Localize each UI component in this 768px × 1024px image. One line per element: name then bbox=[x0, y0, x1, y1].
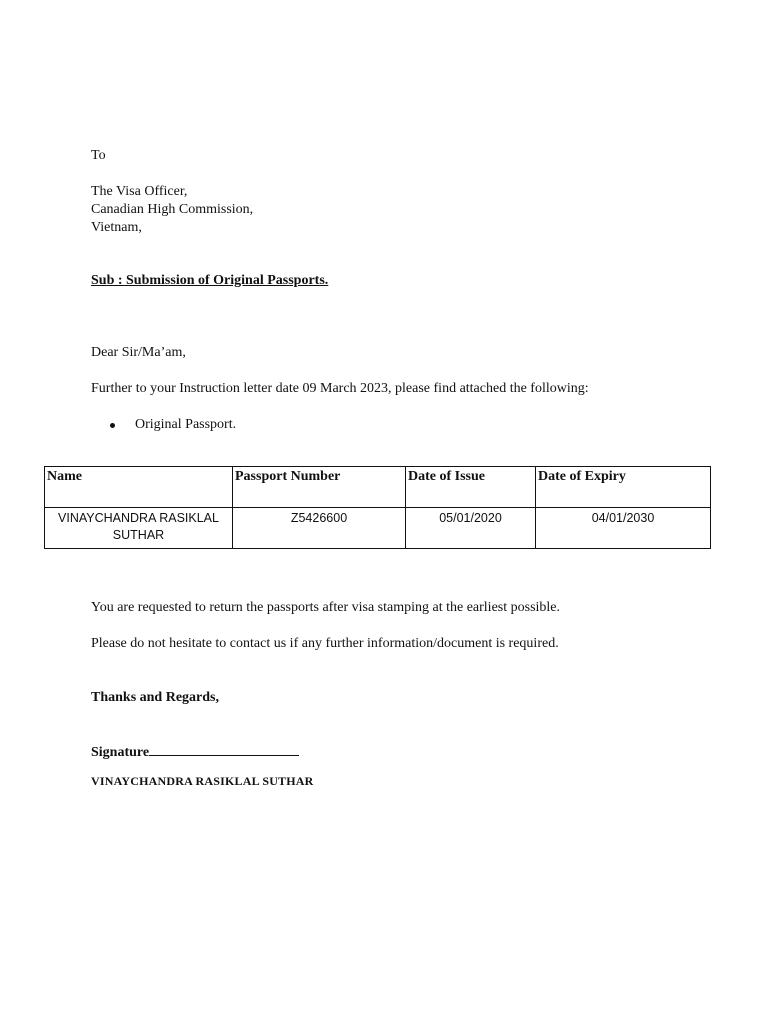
closing: Thanks and Regards, bbox=[91, 690, 219, 705]
addressee-line-1: The Visa Officer, bbox=[91, 184, 188, 199]
intro-paragraph: Further to your Instruction letter date 09 March 2023, please find attached the following: bbox=[91, 381, 589, 396]
signature-block bbox=[91, 742, 299, 762]
bullet-icon bbox=[110, 423, 115, 428]
table-header-row bbox=[45, 467, 711, 508]
request-paragraph: You are requested to return the passports after visa stamping at the earliest possible. bbox=[91, 600, 561, 615]
cell-name-line-2: SUTHAR bbox=[112, 528, 165, 542]
table-row bbox=[45, 508, 711, 549]
signature-label: Signature bbox=[91, 745, 150, 760]
contact-paragraph: Please do not hesitate to contact us if any further information/document is required. bbox=[91, 636, 559, 651]
passport-table bbox=[44, 466, 711, 549]
header-date-of-expiry: Date of Expiry bbox=[536, 467, 711, 508]
to-line: To bbox=[91, 148, 106, 163]
attachment-text: Original Passport. bbox=[135, 417, 237, 432]
addressee-line-3: Vietnam, bbox=[91, 220, 142, 235]
signatory-name: VINAYCHANDRA RASIKLAL SUTHAR bbox=[91, 774, 314, 788]
cell-passport-number: Z5426600 bbox=[233, 508, 406, 549]
header-passport-number: Passport Number bbox=[233, 467, 406, 508]
cell-date-of-issue: 05/01/2020 bbox=[406, 508, 536, 549]
cell-name-line-1: VINAYCHANDRA RASIKLAL bbox=[58, 511, 219, 525]
salutation: Dear Sir/Ma’am, bbox=[91, 345, 186, 360]
attachment-list-item bbox=[110, 416, 236, 434]
header-name: Name bbox=[45, 467, 233, 508]
cell-name bbox=[45, 508, 233, 549]
addressee-line-2: Canadian High Commission, bbox=[91, 202, 254, 217]
cell-date-of-expiry: 04/01/2030 bbox=[536, 508, 711, 549]
header-date-of-issue: Date of Issue bbox=[406, 467, 536, 508]
signature-line bbox=[149, 742, 299, 756]
subject-line: Sub : Submission of Original Passports. bbox=[91, 273, 329, 288]
